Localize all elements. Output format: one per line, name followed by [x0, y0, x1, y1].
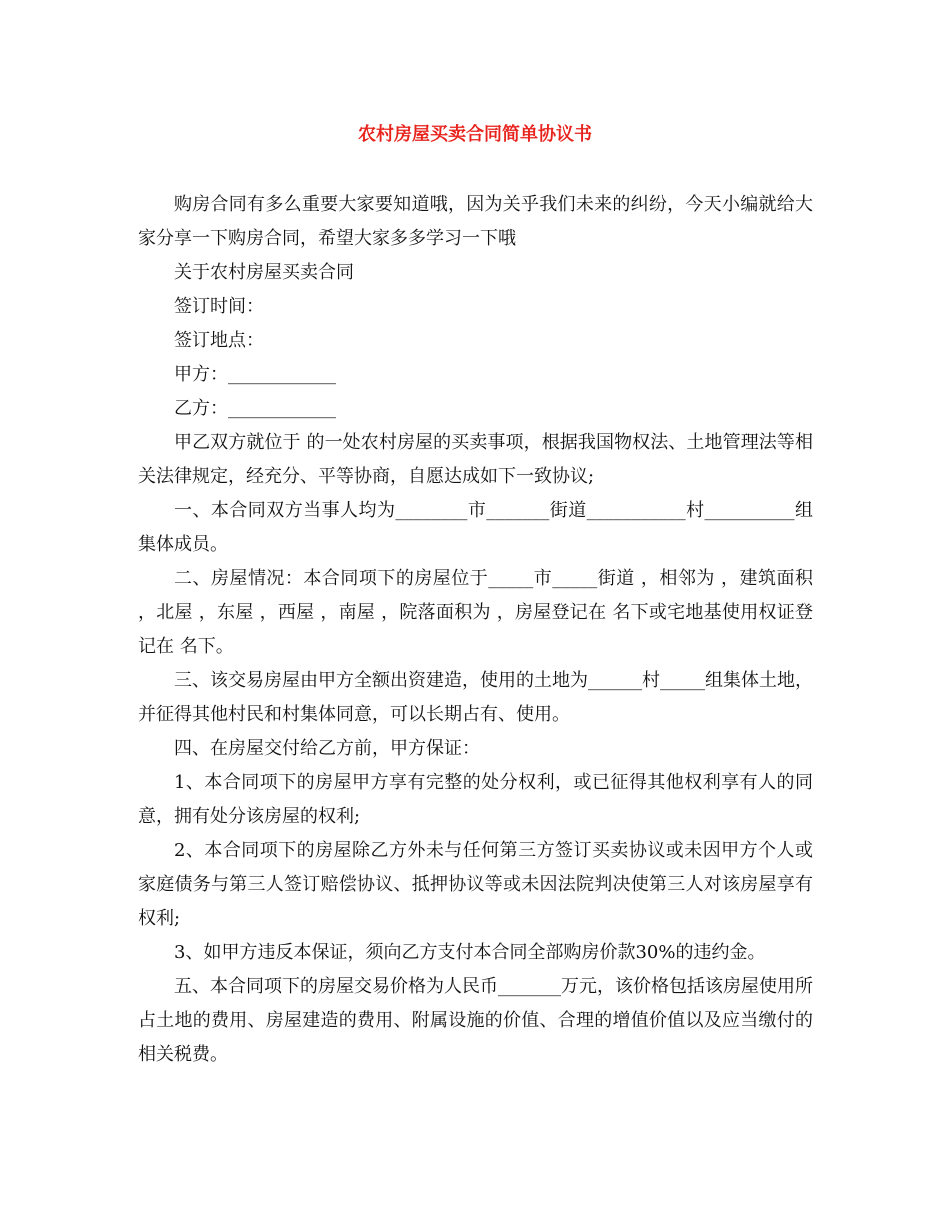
- paragraph-party-b: 乙方：____________: [174, 398, 336, 419]
- paragraph-clause-4: 四、在房屋交付给乙方前，甲方保证：: [174, 738, 480, 759]
- document-body: [138, 188, 819, 1072]
- paragraph-clause-4-3: 3、如甲方违反本保证，须向乙方支付本合同全部购房价款30%的违约金。: [174, 942, 766, 963]
- paragraph-clause-2: 二、房屋情况：本合同项下的房屋位于_____市_____街道 ，相邻为 ，建筑面积 ，北屋 ，东屋 ，西屋 ，南屋 ，院落面积为 ，房屋登记在 名下或宅地基使用权证登记在 名下。: [138, 568, 819, 657]
- paragraph-sign-time: 签订时间：: [174, 296, 264, 317]
- paragraph-intro: 购房合同有多么重要大家要知道哦，因为关乎我们未来的纠纷，今天小编就给大家分享一下购房合同，希望大家多多学习一下哦: [138, 194, 813, 249]
- paragraph-clause-4-2: 2、本合同项下的房屋除乙方外未与任何第三方签订买卖协议或未因甲方个人或家庭债务与第三人签订赔偿协议、抵押协议等或未因法院判决使第三人对该房屋享有权利;: [138, 840, 813, 929]
- paragraph-clause-3: 三、该交易房屋由甲方全额出资建造，使用的土地为______村_____组集体土地，并征得其他村民和村集体同意，可以长期占有、使用。: [138, 670, 813, 725]
- paragraph-clause-4-1: 1、本合同项下的房屋甲方享有完整的处分权利，或已征得其他权利享有人的同意，拥有处分该房屋的权利;: [138, 772, 813, 827]
- paragraph-preamble: 甲乙双方就位于 的一处农村房屋的买卖事项，根据我国物权法、土地管理法等相关法律规定，经充分、平等协商，自愿达成如下一致协议;: [138, 432, 813, 487]
- paragraph-clause-1: 一、本合同双方当事人均为________市_______街道___________村__________组集体成员。: [138, 500, 813, 555]
- document-title: 农村房屋买卖合同简单协议书: [358, 124, 592, 145]
- paragraph-sign-place: 签订地点：: [174, 330, 264, 351]
- paragraph-clause-5: 五、本合同项下的房屋交易价格为人民币_______万元，该价格包括该房屋使用所占土地的费用、房屋建造的费用、附属设施的价值、合理的增值价值以及应当缴付的相关税费。: [138, 976, 813, 1065]
- paragraph-contract-heading: 关于农村房屋买卖合同: [174, 262, 354, 283]
- paragraph-party-a: 甲方：____________: [174, 364, 336, 385]
